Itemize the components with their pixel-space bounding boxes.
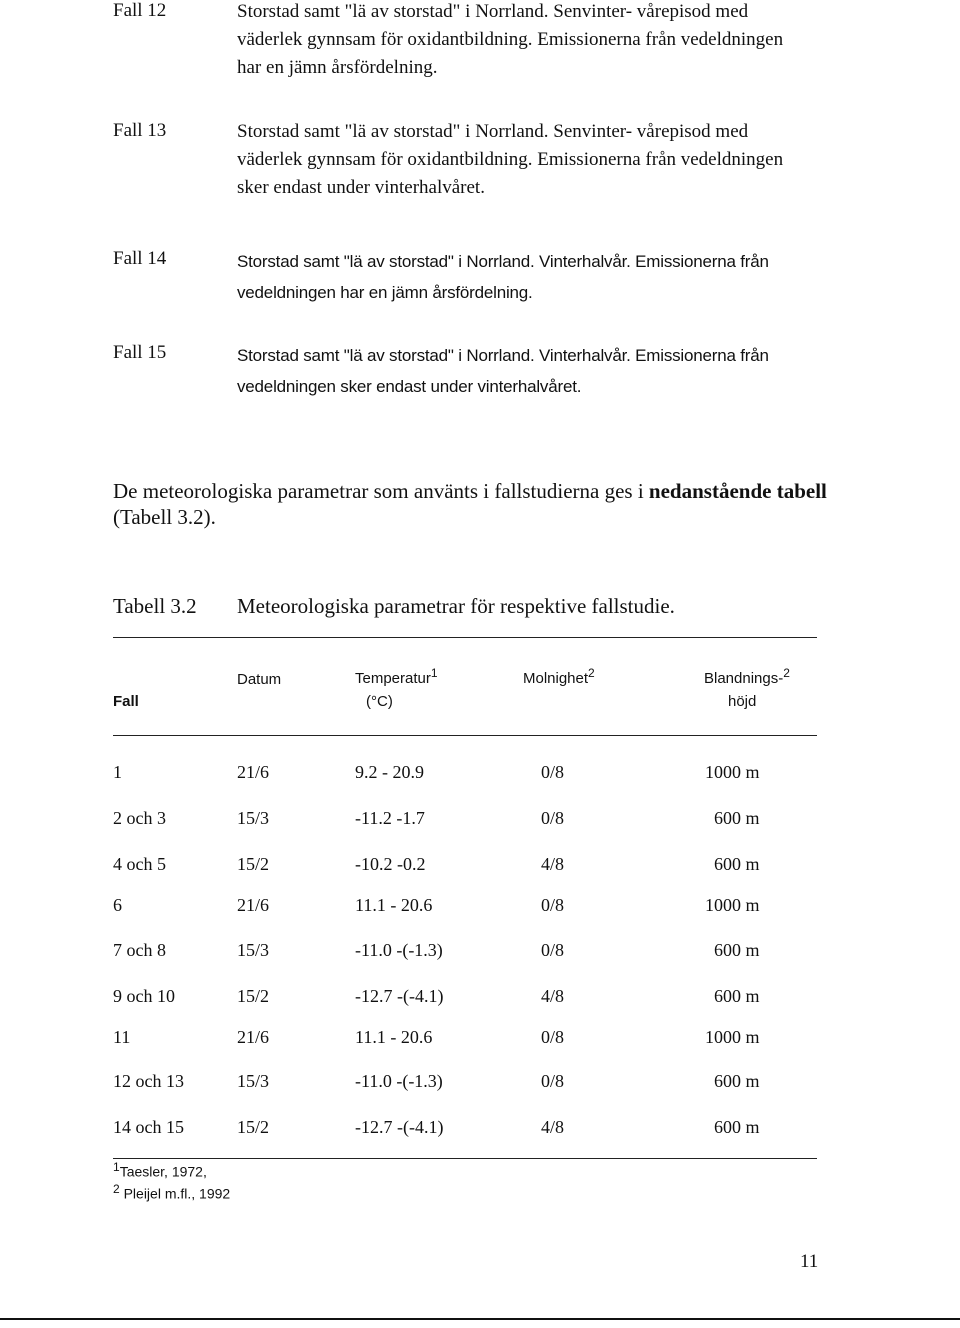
header-temperatur-note: 1	[430, 666, 438, 680]
footnote-1	[113, 1160, 207, 1180]
row-6-moln: 4/8	[541, 986, 565, 1006]
header-molnighet-label: Molnighet	[523, 670, 589, 687]
row-3-moln: 4/8	[541, 854, 565, 874]
row-7-moln: 0/8	[541, 1027, 565, 1047]
row-6-temp: -12.7 -(-4.1)	[355, 986, 444, 1006]
header-blandning	[704, 666, 790, 687]
row-1-moln: 0/8	[541, 762, 565, 782]
row-3-datum: 15/2	[237, 854, 270, 874]
case-text-14: Storstad samt "lä av storstad" i Norrland. Vinterhalvår. Emissionerna från vedeldningen har en jämn årsfördelning.	[237, 252, 769, 302]
row-7-hojd: 1000 m	[705, 1027, 760, 1047]
case-text-15: Storstad samt "lä av storstad" i Norrland. Vinterhalvår. Emissionerna från vedeldningen sker endast under vinterhalvåret.	[237, 346, 769, 396]
header-blandning-label: Blandnings-	[704, 670, 784, 687]
row-2-hojd: 600 m	[714, 808, 760, 828]
row-1-datum: 21/6	[237, 762, 270, 782]
table-bottom-rule	[113, 1158, 817, 1159]
row-4-datum: 21/6	[237, 895, 270, 915]
row-5-moln: 0/8	[541, 940, 565, 960]
row-5-datum: 15/3	[237, 940, 270, 960]
row-1-hojd: 1000 m	[705, 762, 760, 782]
row-3-fall: 4 och 5	[113, 854, 166, 874]
row-3-hojd: 600 m	[714, 854, 760, 874]
row-4-moln: 0/8	[541, 895, 565, 915]
row-7-temp: 11.1 - 20.6	[355, 1027, 433, 1047]
row-8-temp: -11.0 -(-1.3)	[355, 1071, 443, 1091]
page-bottom-edge	[0, 1318, 960, 1320]
row-5-temp: -11.0 -(-1.3)	[355, 940, 443, 960]
row-9-hojd: 600 m	[714, 1117, 760, 1137]
row-2-fall: 2 och 3	[113, 808, 166, 828]
footnote-2	[113, 1182, 230, 1202]
row-2-moln: 0/8	[541, 808, 565, 828]
row-8-moln: 0/8	[541, 1071, 565, 1091]
row-8-hojd: 600 m	[714, 1071, 760, 1091]
footnote-2-text: Pleijel m.fl., 1992	[123, 1185, 231, 1202]
table-caption: Meteorologiska parametrar för respektive fallstudie.	[237, 594, 675, 618]
intro-text-bold: nedanstående tabell	[648, 479, 827, 503]
intro-paragraph	[113, 478, 833, 530]
intro-text-before: De meteorologiska parametrar som använts i fallstudierna ges i	[113, 479, 649, 503]
row-7-datum: 21/6	[237, 1027, 270, 1047]
row-8-datum: 15/3	[237, 1071, 270, 1091]
header-blandning-note: 2	[783, 666, 790, 680]
page-number: 11	[800, 1251, 819, 1272]
table-label: Tabell 3.2	[113, 594, 197, 618]
footnote-1-text: Taesler, 1972,	[119, 1163, 207, 1180]
row-7-fall: 11	[113, 1027, 131, 1047]
row-4-fall: 6	[113, 895, 122, 915]
footnote-2-mark: 2	[113, 1182, 120, 1196]
row-5-fall: 7 och 8	[113, 940, 166, 960]
header-datum: Datum	[237, 671, 282, 688]
row-9-fall: 14 och 15	[113, 1117, 184, 1137]
row-9-datum: 15/2	[237, 1117, 270, 1137]
header-fall: Fall	[113, 693, 139, 710]
row-4-temp: 11.1 - 20.6	[355, 895, 433, 915]
row-6-datum: 15/2	[237, 986, 270, 1006]
header-molnighet	[523, 666, 595, 687]
row-8-fall: 12 och 13	[113, 1071, 184, 1091]
case-label-13: Fall 13	[113, 120, 167, 141]
case-label-15: Fall 15	[113, 342, 167, 363]
table-top-rule	[113, 637, 817, 638]
row-2-temp: -11.2 -1.7	[355, 808, 425, 828]
row-4-hojd: 1000 m	[705, 895, 760, 915]
case-text-13: Storstad samt "lä av storstad" i Norrland. Senvinter- vårepisod med väderlek gynnsam för oxidantbildning. Emissionerna från vedeldningen sker endast under vinterhalvåret.	[237, 121, 784, 198]
row-9-temp: -12.7 -(-4.1)	[355, 1117, 444, 1137]
header-temperatur-unit: (°C)	[366, 693, 393, 710]
case-label-14: Fall 14	[113, 248, 167, 269]
row-6-hojd: 600 m	[714, 986, 760, 1006]
row-6-fall: 9 och 10	[113, 986, 175, 1006]
row-2-datum: 15/3	[237, 808, 270, 828]
header-temperatur	[355, 666, 438, 687]
row-1-temp: 9.2 - 20.9	[355, 762, 424, 782]
header-temperatur-label: Temperatur	[355, 670, 431, 687]
header-molnighet-note: 2	[588, 666, 595, 680]
intro-text-after: (Tabell 3.2).	[113, 505, 216, 529]
header-blandning-unit: höjd	[728, 693, 757, 710]
row-5-hojd: 600 m	[714, 940, 760, 960]
row-1-fall: 1	[113, 762, 122, 782]
case-text-12: Storstad samt "lä av storstad" i Norrland. Senvinter- vårepisod med väderlek gynnsam för oxidantbildning. Emissionerna från vedeldningen har en jämn årsfördelning.	[237, 1, 784, 78]
footnote-1-mark: 1	[113, 1160, 120, 1174]
case-label-12: Fall 12	[113, 0, 167, 21]
row-3-temp: -10.2 -0.2	[355, 854, 426, 874]
table-header-rule	[113, 735, 817, 736]
row-9-moln: 4/8	[541, 1117, 565, 1137]
